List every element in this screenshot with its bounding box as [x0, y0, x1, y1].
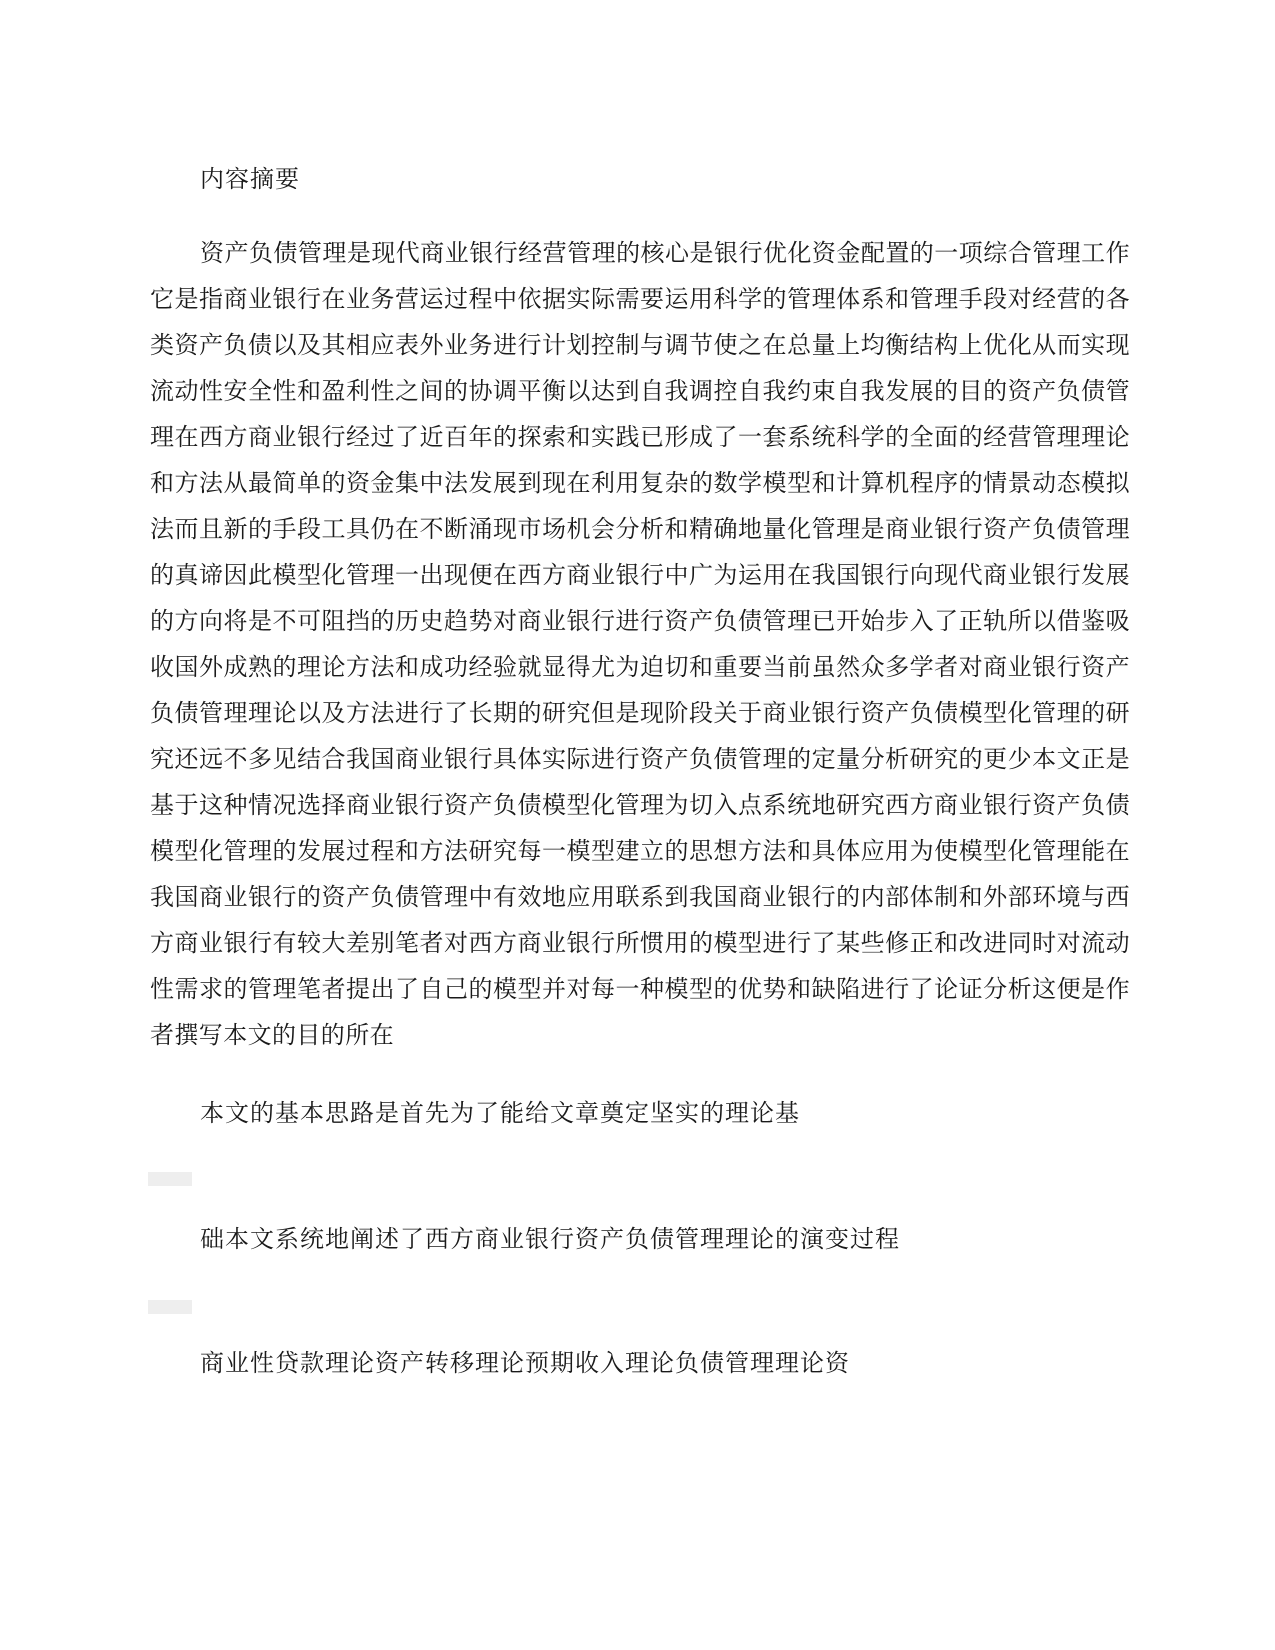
abstract-heading: 内容摘要 [200, 165, 300, 193]
page-break-marker [148, 1172, 192, 1186]
body-line: 商业性贷款理论资产转移理论预期收入理论负债管理理论资 [200, 1349, 850, 1377]
body-line: 本文的基本思路是首先为了能给文章奠定坚实的理论基 [200, 1099, 800, 1127]
page-break-marker [148, 1300, 192, 1314]
body-line: 础本文系统地阐述了西方商业银行资产负债管理理论的演变过程 [200, 1225, 900, 1253]
abstract-paragraph: 资产负债管理是现代商业银行经营管理的核心是银行优化资金配置的一项综合管理工作它是指商业银行在业务营运过程中依据实际需要运用科学的管理体系和管理手段对经营的各类资产负债以及其相应表外业务进行计划控制与调节使之在总量上均衡结构上优化从而实现流动性安全性和盈利性之间的协调平衡以达到自我调控自我约束自我发展的目的资产负债管理在西方商业银行经过了近百年的探索和实践已形成了一套系统科学的全面的经营管理理论和方法从最简单的资金集中法发展到现在利用复杂的数学模型和计算机程序的情景动态模拟法而且新的手段工具仍在不断涌现市场机会分析和精确地量化管理是商业银行资产负债管理的真谛因此模型化管理一出现便在西方商业银行中广为运用在我国银行向现代商业银行发展的方向将是不可阻挡的历史趋势对商业银行进行资产负债管理已开始步入了正轨所以借鉴吸收国外成熟的理论方法和成功经验就显得尤为迫切和重要当前虽然众多学者对商业银行资产负债管理理论以及方法进行了长期的研究但是现阶段关于商业银行资产负债模型化管理的研究还远不多见结合我国商业银行具体实际进行资产负债管理的定量分析研究的更少本文正是基于这种情况选择商业银行资产负债模型化管理为切入点系统地研究西方商业银行资产负债模型化管理的发展过程和方法研究每一模型建立的思想方法和具体应用为使模型化管理能在我国商业银行的资产负债管理中有效地应用联系到我国商业银行的内部体制和外部环境与西方商业银行有较大差别笔者对西方商业银行所惯用的模型进行了某些修正和改进同时对流动性需求的管理笔者提出了自己的模型并对每一种模型的优势和缺陷进行了论证分析这便是作者撰写本文的目的所在 [150, 239, 1130, 1049]
